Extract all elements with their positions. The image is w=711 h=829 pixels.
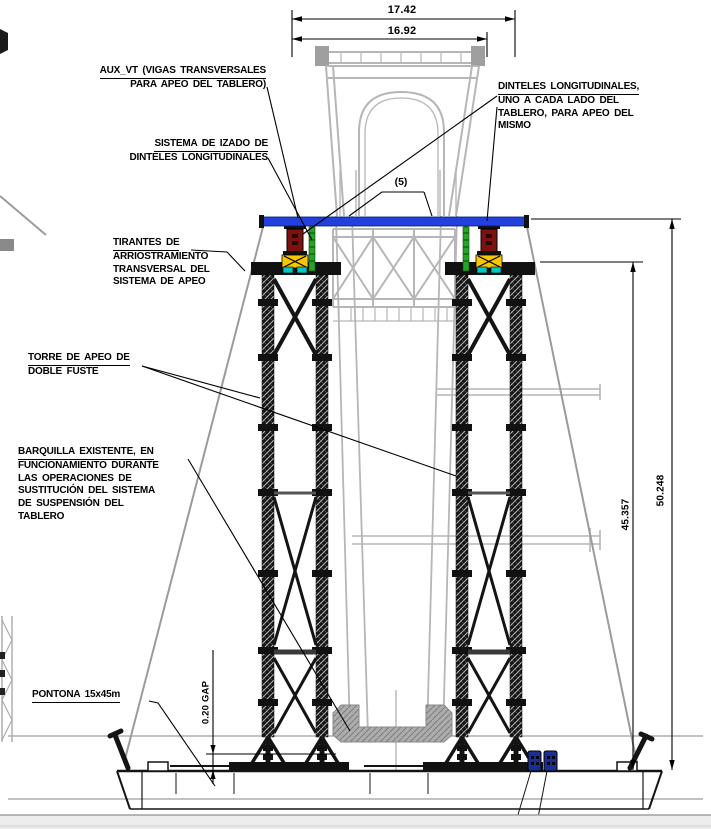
waterline-group [8, 736, 703, 799]
edge-mark [0, 29, 8, 54]
left-edge-structure [0, 29, 14, 742]
strand-jack-right [476, 224, 502, 273]
pontoon [110, 731, 662, 828]
strand-jack-left [282, 224, 308, 273]
label-barquilla-line6: TABLERO [18, 510, 65, 522]
dim-gap: 0.20 GAP [200, 680, 212, 725]
label-tirantes-line2: ARRIOSTRAMIENTO [113, 250, 209, 262]
label-barquilla-line3: LAS OPERACIONES DE [18, 472, 132, 484]
label-barquilla-line4: SUSTITUCIÓN DEL SISTEMA [18, 485, 156, 497]
dim-height-outer: 50.248 [655, 474, 667, 507]
ref-mark-5: (5) [394, 176, 408, 188]
deck-hatch-left [148, 762, 168, 771]
dim-top-outer: 17.42 [387, 4, 417, 16]
label-barquilla-line5: DE SUSPENSIÓN DEL [18, 498, 124, 510]
label-dinteles [498, 81, 674, 133]
label-dinteles-line3: TABLERO, PARA APEO DEL [498, 107, 634, 119]
cable-bundle-right [463, 221, 469, 271]
label-tirantes-line3: TRANSVERSAL DEL [113, 263, 210, 275]
label-tirantes-line1: TIRANTES DE [113, 237, 179, 251]
label-dinteles-line2: UNO A CADA LADO DEL [498, 94, 619, 106]
barquilla-shape [333, 705, 452, 742]
label-torre-line1: TORRE DE APEO DE [28, 352, 130, 366]
label-aux-vt-line2: PARA APEO DEL TABLERO) [130, 78, 266, 90]
label-dinteles-line1: DINTELES LONGITUDINALES, [498, 81, 639, 95]
page-bottom-band [0, 815, 711, 829]
label-barquilla [18, 446, 208, 524]
label-aux-vt [58, 65, 266, 92]
label-sistema-line2: DINTELES LONGITUDINALES [129, 151, 268, 163]
label-torre-apeo [28, 352, 188, 379]
label-pontona-text: PONTONA 15x45m [32, 689, 120, 703]
label-tirantes-line4: SISTEMA DE APEO [113, 276, 206, 288]
label-sistema-izado [82, 138, 268, 165]
label-torre-line2: DOBLE FUSTE [28, 365, 99, 377]
support-tower-left [170, 262, 349, 794]
label-barquilla-line1: BARQUILLA EXISTENTE, EN [18, 446, 154, 460]
dim-top-inner: 16.92 [387, 25, 417, 37]
label-sistema-line1: SISTEMA DE IZADO DE [154, 138, 268, 152]
dim-height-inner: 45.357 [620, 498, 632, 531]
label-aux-vt-line1: AUX_VT (VIGAS TRANSVERSALES [100, 65, 266, 79]
label-tirantes [113, 237, 263, 289]
pylon-cross-truss [333, 229, 455, 321]
label-pontona [32, 689, 120, 703]
label-dinteles-line4: MISMO [498, 120, 531, 132]
label-barquilla-line2: FUNCIONAMIENTO DURANTE [18, 459, 159, 471]
